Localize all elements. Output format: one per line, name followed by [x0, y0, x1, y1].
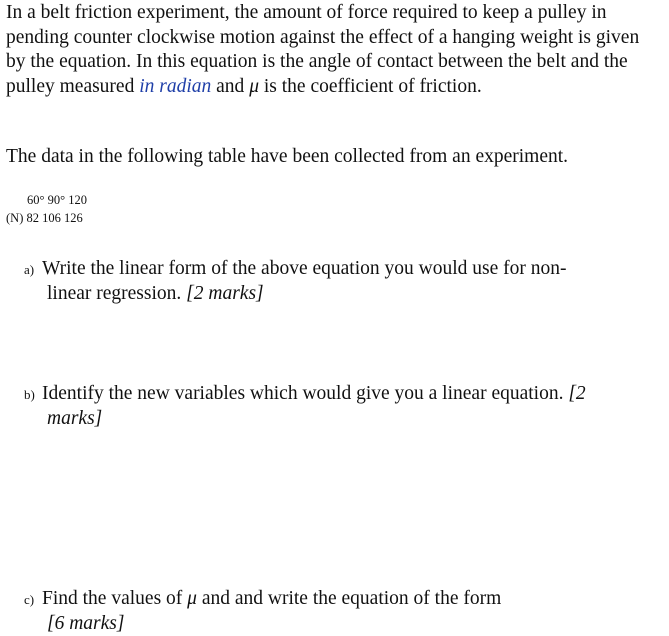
question-b-marks-part1: [2: [568, 383, 586, 404]
mu-symbol: μ: [249, 75, 259, 97]
intro-text-part2: and: [216, 75, 245, 97]
question-c: [24, 587, 634, 636]
intro-text-part1: In a belt friction experiment, the amount of force required to keep a pulley in pending counter clockwise motion against the effect of a hanging weight is given by the equation. In this equation is the angle of contact between the belt and the pulley measured: [6, 2, 640, 97]
question-a: [24, 257, 634, 306]
question-c-label: c): [24, 592, 35, 607]
question-b: [24, 382, 634, 431]
intro-text-part3: is the coefficient of friction.: [263, 75, 482, 97]
data-intro-paragraph: The data in the following table have been collected from an experiment.: [6, 146, 569, 167]
question-a-label: a): [24, 262, 35, 277]
question-c-mu-symbol: μ: [187, 588, 197, 609]
question-c-marks: [6 marks]: [47, 613, 125, 634]
problem-intro-paragraph: [6, 1, 646, 99]
question-a-line1: Write the linear form of the above equation you would use for non-: [42, 258, 567, 279]
question-c-line1-a: Find the values of: [42, 588, 183, 609]
table-row-angles: 60° 90° 120: [27, 193, 87, 207]
question-a-line2: linear regression.: [47, 283, 182, 304]
question-c-line1-b: and and write the equation of the form: [201, 588, 502, 609]
question-b-line1: Identify the new variables which would give you a linear equation.: [42, 383, 564, 404]
question-b-label: b): [24, 387, 35, 402]
question-b-marks-part2: marks]: [47, 408, 103, 429]
table-row-forces: (N) 82 106 126: [6, 211, 83, 225]
in-radian-text: in radian: [139, 75, 212, 97]
question-a-marks: [2 marks]: [186, 283, 264, 304]
